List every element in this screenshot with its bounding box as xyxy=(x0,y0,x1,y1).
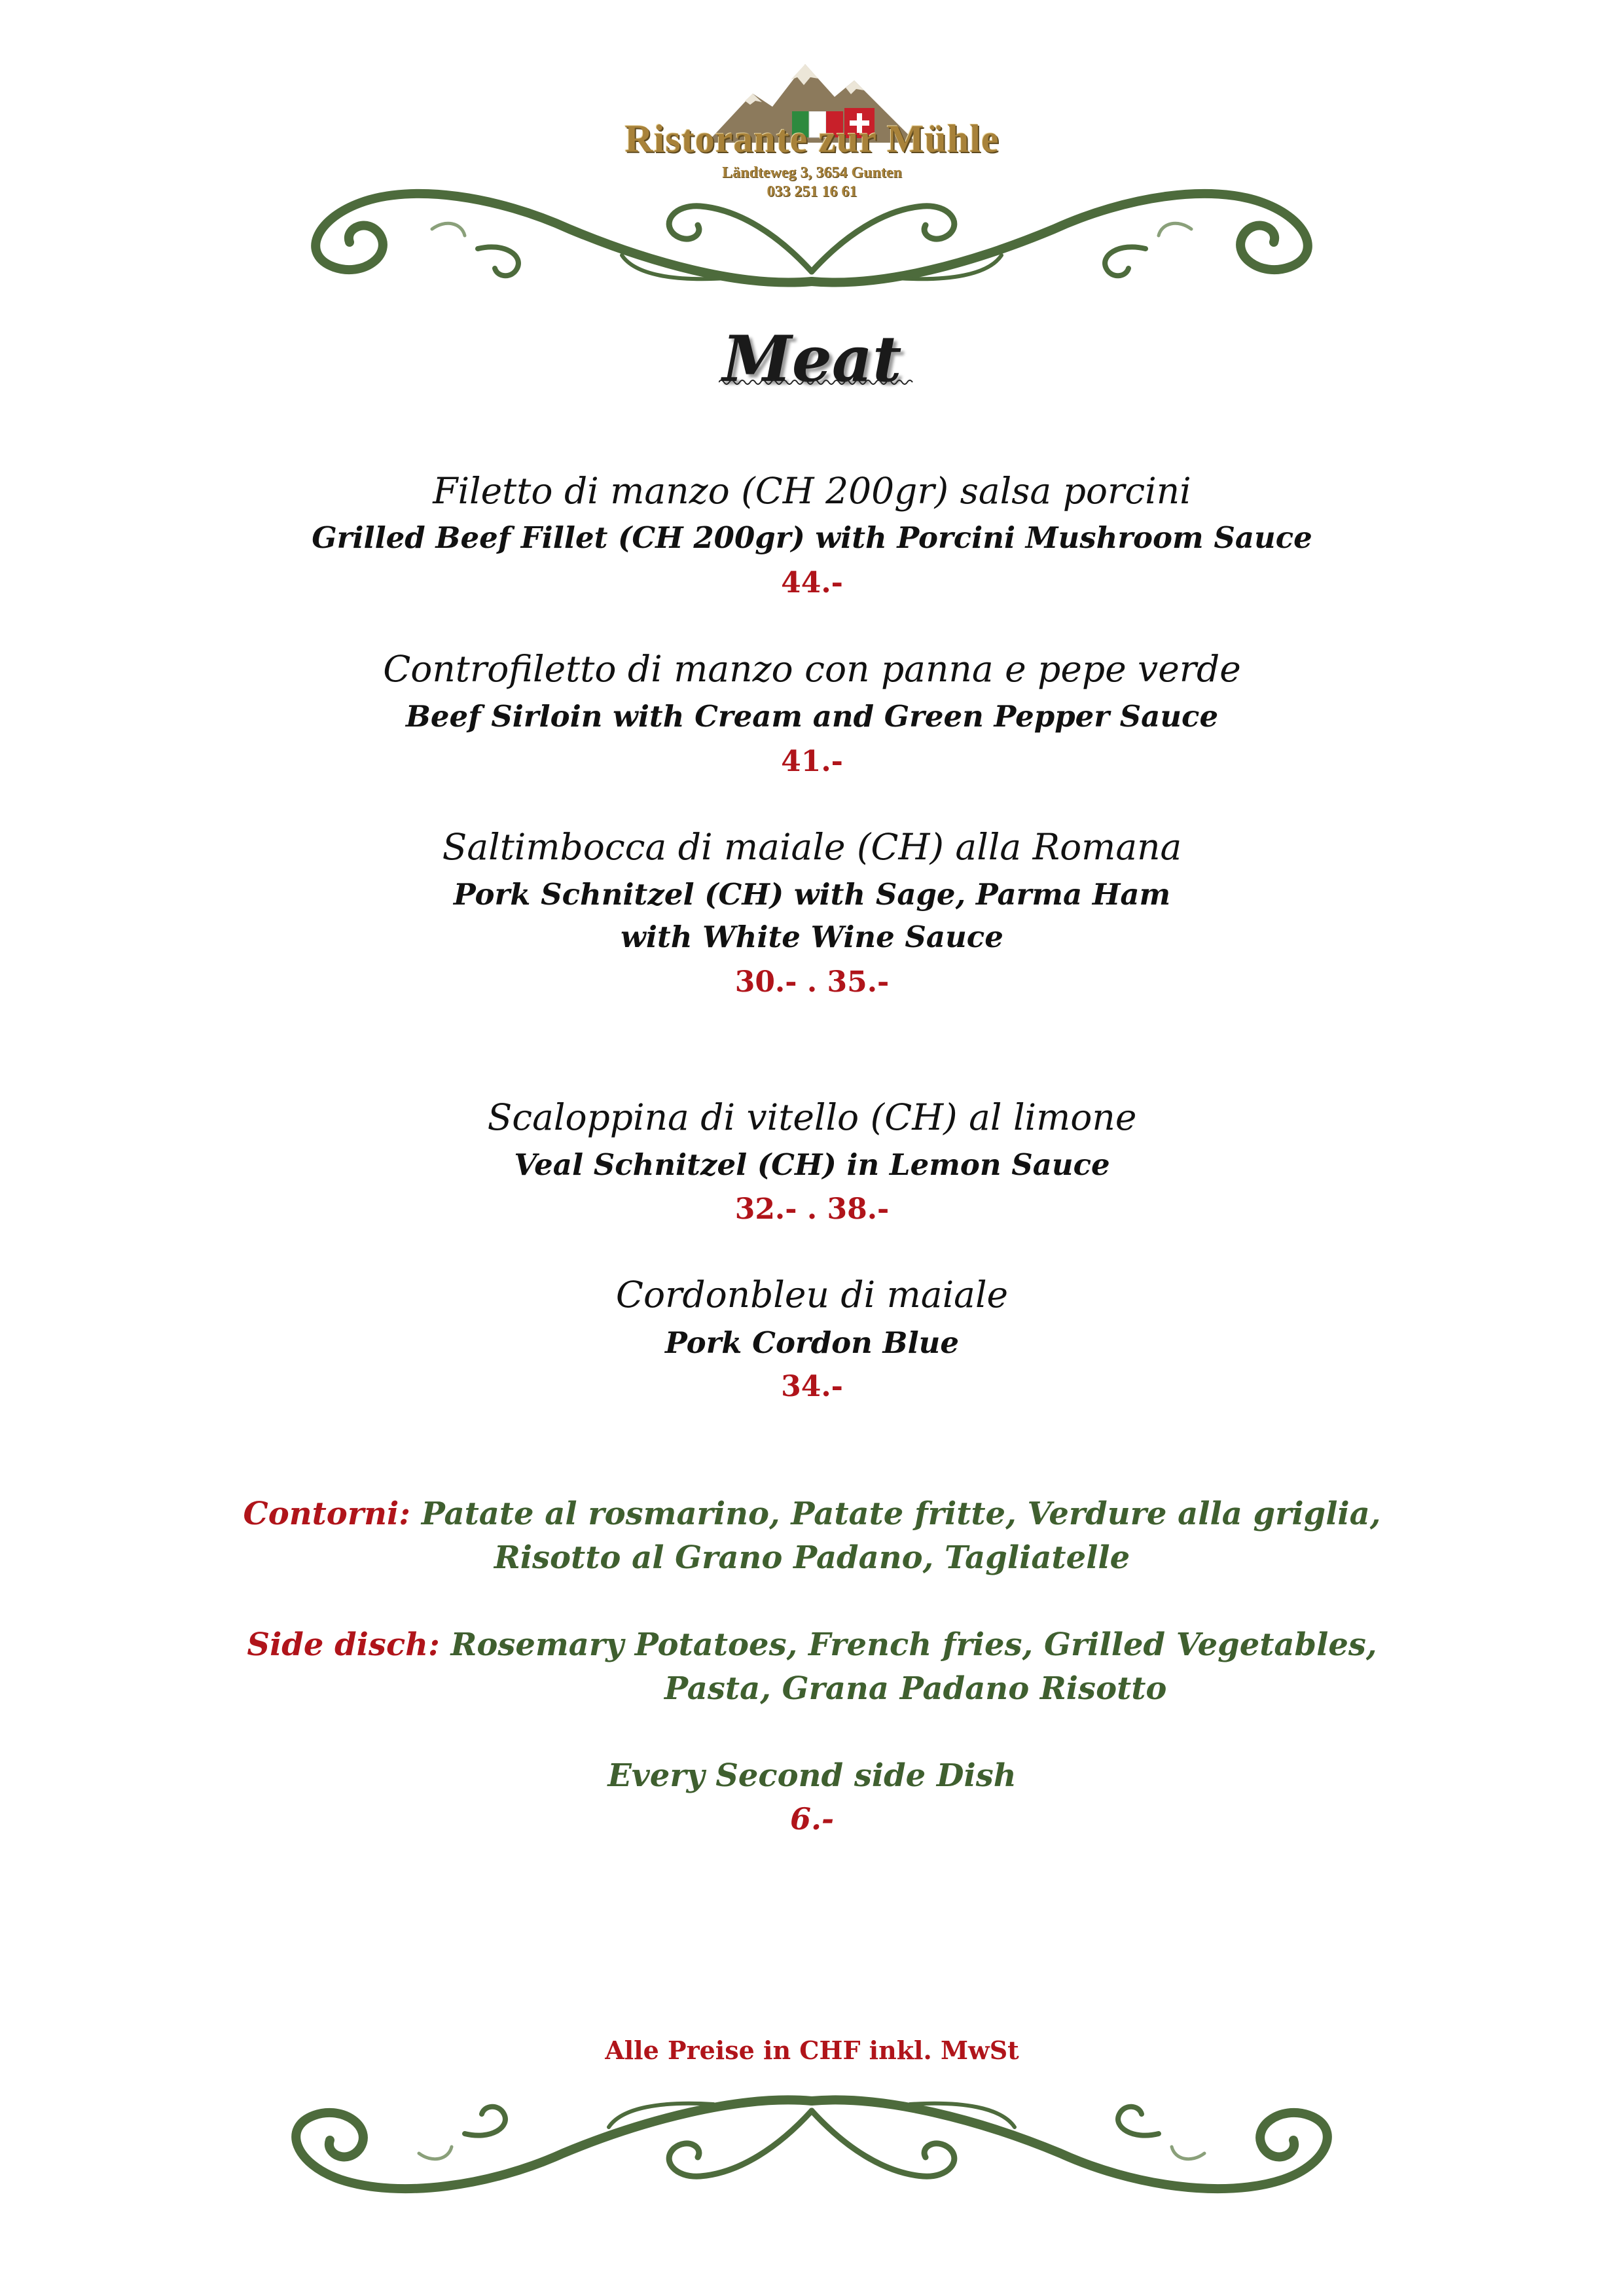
dish-english-name: Veal Schnitzel (CH) in Lemon Sauce xyxy=(514,1147,1110,1182)
dish-english-name: Pork Cordon Blue xyxy=(664,1325,960,1360)
sides-english-line1 xyxy=(0,1626,1624,1663)
price-note: Alle Preise in CHF inkl. MwSt xyxy=(605,2036,1019,2065)
dish-italian-name: Saltimbocca di maiale (CH) alla Romana xyxy=(442,826,1182,868)
sides-italian-text: Patate al rosmarino, Patate fritte, Verdure alla griglia, xyxy=(421,1496,1381,1532)
dish-price: 41.- xyxy=(781,745,843,778)
sides-italian-line2: Risotto al Grano Padano, Tagliatelle xyxy=(494,1539,1130,1576)
extra-side-price: 6.- xyxy=(789,1801,835,1837)
brand-phone: 033 251 16 61 xyxy=(767,183,857,200)
dish-italian-name: Filetto di manzo (CH 200gr) salsa porcini xyxy=(433,470,1191,512)
section-title: Meat xyxy=(722,322,902,396)
extra-side-label: Every Second side Dish xyxy=(607,1757,1017,1794)
dish-price: 44.- xyxy=(781,566,843,600)
sides-english-label: Side disch: xyxy=(247,1626,440,1663)
sides-italian-label: Contorni: xyxy=(243,1496,410,1532)
dish-italian-name: Cordonbleu di maiale xyxy=(615,1274,1009,1316)
dish-english-name: Pork Schnitzel (CH) with Sage, Parma Ham xyxy=(453,877,1171,912)
dish-english-name: Beef Sirloin with Cream and Green Pepper Sauce xyxy=(405,699,1219,734)
dish-price: 30.- . 35.- xyxy=(734,965,890,999)
dish-english-name-line2: with White Wine Sauce xyxy=(621,920,1003,954)
scroll-ornament-icon xyxy=(255,2081,1368,2219)
sides-italian-line1 xyxy=(0,1496,1624,1532)
brand-address: Ländteweg 3, 3654 Gunten xyxy=(722,164,902,181)
dish-italian-name: Controfiletto di manzo con panna e pepe verde xyxy=(383,648,1241,690)
brand-name: Ristorante zur Mühle xyxy=(624,117,1000,160)
sides-english-text: Rosemary Potatoes, French fries, Grilled Vegetables, xyxy=(450,1626,1377,1663)
scroll-ornament-icon xyxy=(281,157,1342,295)
dish-price: 32.- . 38.- xyxy=(734,1193,890,1226)
wavy-underline xyxy=(719,378,914,386)
dish-italian-name: Scaloppina di vitello (CH) al limone xyxy=(487,1096,1137,1138)
dish-english-name: Grilled Beef Fillet (CH 200gr) with Porcini Mushroom Sauce xyxy=(312,520,1312,555)
sides-english-line2: Pasta, Grana Padano Risotto xyxy=(664,1670,1167,1707)
dish-price: 34.- xyxy=(781,1370,843,1403)
